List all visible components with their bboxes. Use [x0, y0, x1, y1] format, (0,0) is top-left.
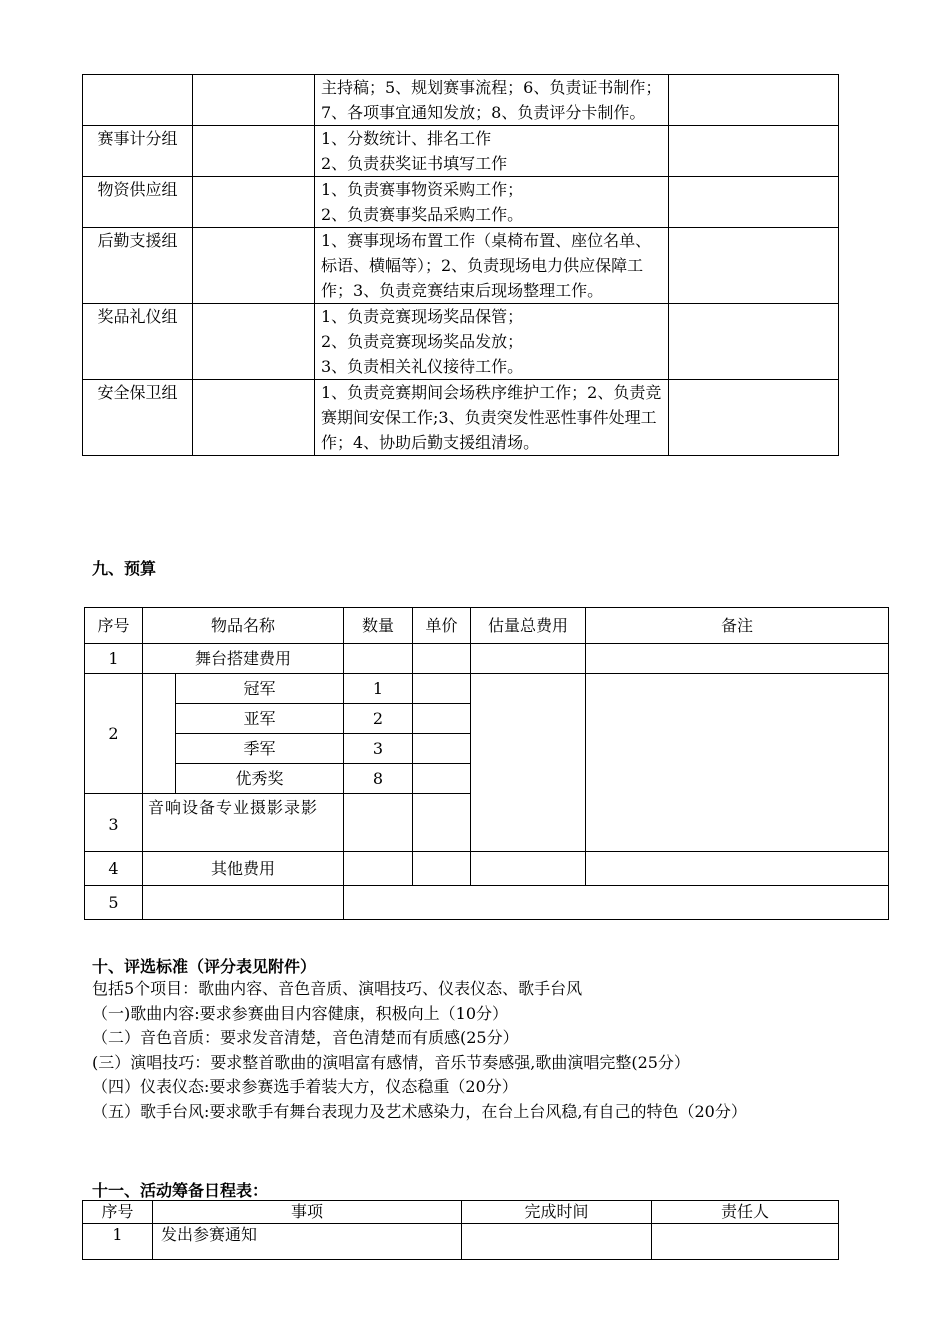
table-row: [83, 177, 839, 228]
blank-cell: [462, 1224, 652, 1260]
item-qty: 3: [344, 734, 413, 764]
criteria-list: [92, 977, 872, 1124]
header-cell: 单价: [413, 608, 471, 644]
blank-cell: [143, 886, 344, 920]
header-cell: 数量: [344, 608, 413, 644]
duty-line: 2、负责竞赛现场奖品发放；: [321, 332, 524, 351]
criteria-line: （四）仪表仪态:要求参赛选手着装大方，仪态稳重（20分）: [92, 1077, 518, 1096]
blank-cell: [586, 852, 889, 886]
duty-line: 1、分数统计、排名工作: [321, 129, 492, 148]
schedule-table: [82, 1200, 839, 1260]
item-name: 舞台搭建费用: [143, 644, 344, 674]
header-cell: 完成时间: [462, 1201, 652, 1224]
duty-table: [82, 74, 839, 456]
item-name: 音响设备专业摄影录影: [143, 794, 344, 852]
criteria-line: 包括5个项目：歌曲内容、音色音质、演唱技巧、仪表仪态、歌手台风: [92, 979, 583, 998]
duties-cell: [315, 304, 669, 380]
duty-line: 2、负责赛事奖品采购工作。: [321, 205, 524, 224]
blank-cell: [143, 674, 176, 794]
table-row: [85, 886, 889, 920]
row-number: 3: [85, 794, 143, 852]
header-cell: 备注: [586, 608, 889, 644]
blank-cell: [669, 75, 839, 126]
table-row: [85, 852, 889, 886]
blank-cell: [471, 674, 586, 852]
blank-cell: [193, 126, 315, 177]
table-row: [83, 75, 839, 126]
group-cell: 物资供应组: [83, 177, 193, 228]
budget-table: [84, 607, 889, 920]
header-cell: 物品名称: [143, 608, 344, 644]
table-row: [83, 1224, 839, 1260]
blank-cell: [413, 734, 471, 764]
blank-cell: [586, 674, 889, 852]
duties-cell: [315, 126, 669, 177]
item-name: 优秀奖: [176, 764, 344, 794]
item-name: 其他费用: [143, 852, 344, 886]
blank-cell: [586, 644, 889, 674]
duties-cell: 1、负责竞赛期间会场秩序维护工作；2、负责竞赛期间安保工作;3、负责突发性恶性事件处理工作；4、协助后勤支援组清场。: [315, 380, 669, 456]
blank-cell: [193, 177, 315, 228]
item-qty: 1: [344, 674, 413, 704]
table-row: [85, 674, 889, 704]
criteria-heading: 十、评选标准（评分表见附件）: [92, 957, 317, 976]
blank-cell: [471, 852, 586, 886]
blank-cell: [413, 644, 471, 674]
blank-cell: [193, 380, 315, 456]
budget-heading: 九、预算: [92, 559, 157, 578]
blank-cell: [413, 674, 471, 704]
criteria-line: (三）演唱技巧：要求整首歌曲的演唱富有感情，音乐节奏感强,歌曲演唱完整(25分）: [92, 1052, 690, 1072]
item-name: 季军: [176, 734, 344, 764]
blank-cell: [471, 644, 586, 674]
blank-cell: [193, 304, 315, 380]
blank-cell: [669, 380, 839, 456]
item-qty: 2: [344, 704, 413, 734]
table-header-row: [85, 608, 889, 644]
schedule-item: 发出参赛通知: [153, 1224, 462, 1260]
row-number: 5: [85, 886, 143, 920]
group-cell: 奖品礼仪组: [83, 304, 193, 380]
blank-cell: [344, 852, 413, 886]
blank-cell: [413, 794, 471, 852]
table-header-row: [83, 1201, 839, 1224]
blank-cell: [413, 764, 471, 794]
duties-cell: 1、赛事现场布置工作（桌椅布置、座位名单、标语、横幅等）；2、负责现场电力供应保障工作；3、负责竞赛结束后现场整理工作。: [315, 228, 669, 304]
blank-cell: [669, 228, 839, 304]
row-number: 1: [85, 644, 143, 674]
blank-cell: [669, 304, 839, 380]
blank-cell: [413, 704, 471, 734]
blank-cell: [344, 644, 413, 674]
row-number: 2: [85, 674, 143, 794]
blank-cell: [413, 852, 471, 886]
group-cell: 赛事计分组: [83, 126, 193, 177]
blank-cell: [669, 177, 839, 228]
item-qty: 8: [344, 764, 413, 794]
criteria-line: （二）音色音质：要求发音清楚，音色清楚而有质感(25分）: [92, 1028, 519, 1047]
duty-line: 2、负责获奖证书填写工作: [321, 154, 508, 173]
item-name: 亚军: [176, 704, 344, 734]
blank-cell: [652, 1224, 839, 1260]
header-cell: 序号: [83, 1201, 153, 1224]
table-row: [83, 304, 839, 380]
group-cell: 后勤支援组: [83, 228, 193, 304]
table-row: [83, 228, 839, 304]
criteria-line: （五）歌手台风:要求歌手有舞台表现力及艺术感染力，在台上台风稳,有自己的特色（20分）: [92, 1101, 747, 1121]
table-row: [83, 126, 839, 177]
group-cell: [83, 75, 193, 126]
blank-cell: [669, 126, 839, 177]
header-cell: 序号: [85, 608, 143, 644]
duties-cell: 主持稿；5、规划赛事流程；6、负责证书制作；7、各项事宜通知发放；8、负责评分卡制作。: [315, 75, 669, 126]
row-number: 1: [83, 1224, 153, 1260]
duties-cell: [315, 177, 669, 228]
duty-line: 1、负责赛事物资采购工作；: [321, 180, 524, 199]
duty-line: 3、负责相关礼仪接待工作。: [321, 357, 524, 376]
blank-cell: [344, 794, 413, 852]
group-cell: 安全保卫组: [83, 380, 193, 456]
item-name: 冠军: [176, 674, 344, 704]
header-cell: 责任人: [652, 1201, 839, 1224]
blank-cell: [193, 228, 315, 304]
table-row: [83, 380, 839, 456]
schedule-heading: 十一、活动筹备日程表：: [92, 1181, 269, 1200]
blank-cell: [193, 75, 315, 126]
table-row: [85, 644, 889, 674]
duty-line: 1、负责竞赛现场奖品保管；: [321, 307, 524, 326]
blank-cell: [344, 886, 889, 920]
criteria-line: （一)歌曲内容:要求参赛曲目内容健康，积极向上（10分）: [92, 1003, 508, 1023]
row-number: 4: [85, 852, 143, 886]
header-cell: 估量总费用: [471, 608, 586, 644]
header-cell: 事项: [153, 1201, 462, 1224]
